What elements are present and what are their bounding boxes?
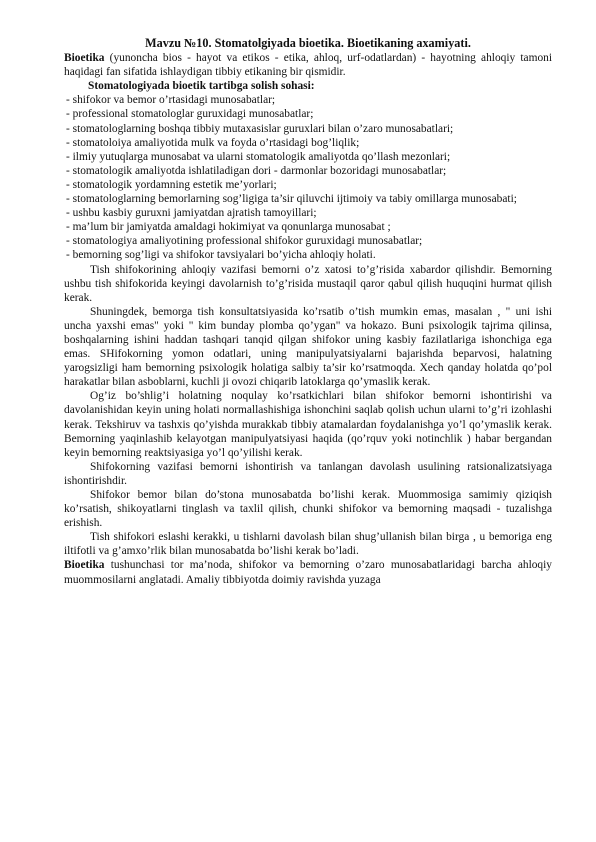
body-paragraph: Og’iz bo’shlig’i holatning noqulay ko’rsatkichlari bilan shifokor bemorni ishontirishi va davolanishidan keyin uning holati normallashishiga ishonchini saqlab qolish uchun ularni to’g’ri izohlashi kerak. Tekshiruv va tashxis qo’yishda murakkab tibbiy atamalardan foydalanishga yo’l qo’ymaslik kerak. Bemorning yaqinlashib kelayotgan manipulyatsiyasi haqida (qo’rquv yoki notinchlik ) habar bergandan keyin bemorning reaktsiyasiga yo’l qo’yilishi kerak. — [64, 390, 552, 459]
list-item: - bemorning sog’ligi va shifokor tavsiyalari bo’yicha ahloqiy holati. — [66, 249, 376, 262]
intro-text: (yunoncha bios - hayot va etikos - etika, ahloq, urf-odatlardan) - hayotning ahloqiy tamoni haqidagi fan sifatida ishlaydigan tibbiy etikaning bir qismidir. — [64, 52, 552, 79]
list-item: - stomatologlarning bemorlarning sog’ligiga ta’sir qiluvchi ijtimoiy va tabiy omillarga munosabati; — [66, 193, 517, 206]
closing-term: Bioetika — [64, 559, 105, 572]
list-item: - stomatologlarning boshqa tibbiy mutaxasislar guruxlari bilan o’zaro munosabatlari; — [66, 122, 454, 135]
list-item: - stomatoloiya amaliyotida mulk va foyda o’rtasidagi bog’liqlik; — [66, 136, 360, 149]
list-item: - ilmiy yutuqlarga munosabat va ularni stomatologik amaliyotda qo’llash mezonlari; — [66, 150, 451, 163]
scope-list — [64, 93, 552, 262]
list-item: - ushbu kasbiy guruxni jamiyatdan ajratish tamoyillari; — [66, 207, 317, 220]
list-item: - professional stomatologlar guruxidagi munosabatlar; — [66, 108, 314, 121]
document-title: Mavzu №10. Stomatolgiyada bioetika. Bioetikaning axamiyati. — [145, 36, 471, 50]
closing-paragraph — [64, 558, 552, 586]
list-item: - shifokor va bemor o’rtasidagi munosabatlar; — [66, 94, 276, 107]
body-paragraph: Shifokorning vazifasi bemorni ishontirish va tanlangan davolash usulining ratsionalizatsiyaga ishontirishdir. — [64, 460, 552, 487]
document-body — [64, 36, 552, 587]
intro-term: Bioetika — [64, 52, 105, 65]
closing-text: tushunchasi tor ma’noda, shifokor va bemorning o’zaro munosabatlaridagi barcha ahloqiy muommosilarni anglatadi. Amaliy tibbiyotda doimiy ravishda yuzaga — [64, 559, 552, 586]
body-paragraph: Shifokor bemor bilan do’stona munosabatda bo’lishi kerak. Muommosiga samimiy qiziqish ko’rsatish, shikoyatlarni tinglash va taxlil qilish, chunki shifokor va bemorning maqsadi - tuzalishga erishish. — [64, 489, 552, 530]
section-heading: Stomatologiyada bioetik tartibga solish sohasi: — [88, 80, 315, 93]
list-item: - stomatologik yordamning estetik me’yorlari; — [66, 178, 277, 191]
body-paragraph: Tish shifokori eslashi kerakki, u tishlarni davolash bilan shug’ullanish bilan birga , u bemoriga eng iltifotli va g’amxo’rlik bilan munosabatda bo’lishi kerak bo’ladi. — [64, 531, 552, 558]
list-item: - stomatologiya amaliyotining professional shifokor guruxidagi munosabatlar; — [66, 235, 423, 248]
body-paragraph: Tish shifokorining ahloqiy vazifasi bemorni o’z xatosi to’g’risida xabardor qilishdir. Bemorning ushbu tish shifokorida keyingi davolarnish to’g’risida mustaqil qaror qabul qilish huquqini hurmat qilish kerak. — [64, 263, 552, 304]
intro-paragraph — [64, 51, 552, 79]
body-paragraph: Shuningdek, bemorga tish konsultatsiyasida ko’rsatib o’tish mumkin emas, masalan , " uni ishi uncha yaxshi emas" yoki " kim bunday plomba qo’ygan" va hokazo. Buni psixologik tajrima qilinsa, boshqalarning ishini haddan tashqari tanqid qilgan shifokor uning kasbiy fazilatlariga ishonchiga ega emas. SHifokorning yomon odatlari, uning manipulyatsiyalarni bajarishda beparvosi, halatning yarogsizligi ham bemorning psixologik holatiga salbiy ta’sir ko’rsatmoqda. Xech qanday holatda qo’pol harakatlar bilan asboblarni, kuchli ji ovozi chiqarib latoklarga qo’ymaslik kerak. — [64, 305, 552, 389]
list-item: - stomatologik amaliyotda ishlatiladigan dori - darmonlar bozoridagi munosabatlar; — [66, 164, 447, 177]
list-item: - ma’lum bir jamiyatda amaldagi hokimiyat va qonunlarga munosabat ; — [66, 221, 391, 234]
